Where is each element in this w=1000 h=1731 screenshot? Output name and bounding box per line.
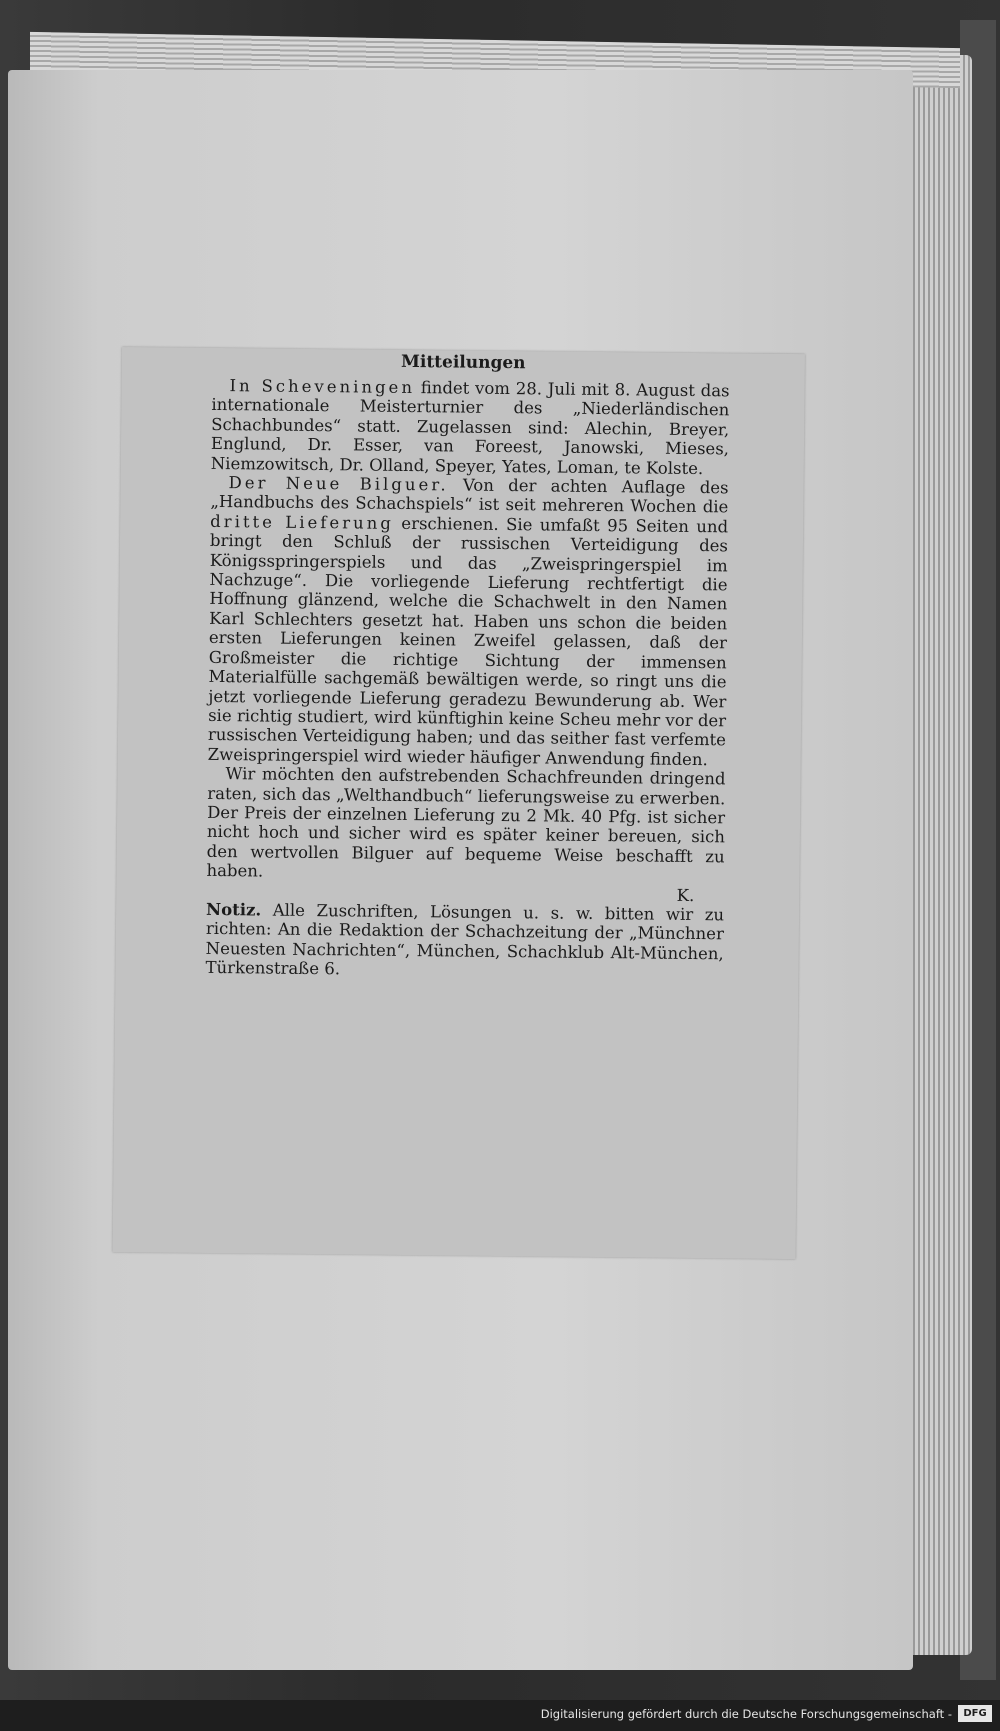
notiz-label: Notiz. xyxy=(206,899,262,920)
paragraph-text: erschienen. Sie umfaßt 95 Seiten und bringt den Schluß der russischen Verteidigung des Königsspringerspiels und das „Zweispringerspiel im Nachzuge“. Die vorliegende Lieferung rechtfertigt die Hoffnung glänzend, welche die Schachwelt in den Namen Karl Schlechters gesetzt hat. Haben uns schon die beiden ersten Lieferungen keinen Zweifel gelassen, daß der Großmeister die richtige Sichtung der immensen Materialfülle sachgemäß bewältigen werde, so ringt uns die jetzt vorliegende Lieferung geradezu Bewunderung ab. Wer sie richtig studiert, wird künftighin keine Scheu mehr vor der russischen Verteidigung haben; und das seither fast verfemte Zweispringerspiel wird wieder häufiger Anwendung finden. xyxy=(207,513,729,769)
funding-credit: Digitalisierung gefördert durch die Deutsche Forschungsgemeinschaft - xyxy=(540,1707,952,1721)
spaced-heading: Der Neue Bilguer. xyxy=(228,473,449,495)
paragraph-notiz xyxy=(205,900,724,983)
notiz-text: Alle Zuschriften, Lösungen u. s. w. bitten wir zu richten: An die Redaktion der Schachzeitung der „Münchner Neuesten Nachrichten“, München, Schachklub Alt-München, Türkenstraße 6. xyxy=(205,900,725,979)
spaced-heading: In Scheveningen xyxy=(229,376,416,398)
dfg-logo-icon: DFG xyxy=(958,1705,992,1722)
newspaper-clipping xyxy=(113,347,805,1259)
paragraph-text: findet vom 28. Juli mit 8. August das internationale Meisterturnier des „Niederländischen Schachbundes“ statt. Zugelassen sind: Alechin, Breyer, Englund, Dr. Esser, van Foreest, Janowski, Mieses, Niemzowitsch, Dr. Olland, Speyer, Yates, Loman, te Kolste. xyxy=(210,378,730,478)
paragraph-scheveningen xyxy=(211,376,730,478)
footer-bar xyxy=(0,1700,1000,1731)
clipping-body xyxy=(205,376,729,983)
signature: K. xyxy=(676,885,695,905)
paragraph-bilguer xyxy=(208,473,729,770)
paragraph-recommendation: Wir möchten den aufstrebenden Schachfreunden dringend raten, sich das „Welthandbuch“ lieferungsweise zu erwerben. Der Preis der einzelnen Lieferung zu 2 Mk. 40 Pfg. ist sicher nicht hoch und sicher wird es später keiner bereuen, sich den wertvollen Bilguer auf bequeme Weise beschafft zu haben. xyxy=(206,764,726,881)
clipping-title: Mitteilungen xyxy=(401,351,526,374)
paragraph-text: Von der achten Auflage des „Handbuchs des Schachspiels“ ist seit mehreren Wochen die xyxy=(210,475,729,517)
spaced-emphasis: dritte Lieferung xyxy=(210,511,395,533)
